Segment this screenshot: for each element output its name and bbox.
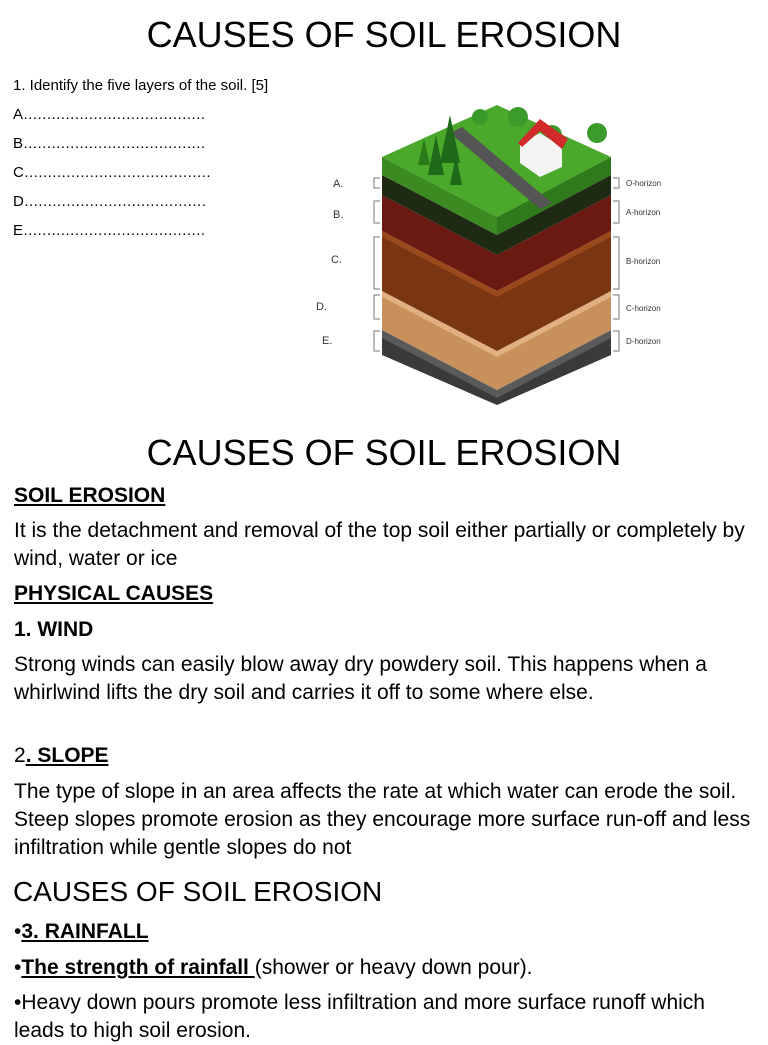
slide3-title: CAUSES OF SOIL EROSION [13,876,383,907]
label-b: B. [333,209,344,221]
question: 1. Identify the five layers of the soil. [5] [13,77,269,94]
strength-label: The strength of rainfall [21,956,255,979]
definition-text: It is the detachment and removal of the top soil either partially or completely by wind, water or ice [14,519,745,570]
slide1-title: CAUSES OF SOIL EROSION [146,14,622,55]
blank-e: E....................................... [13,222,206,239]
label-c: C. [331,254,342,266]
soil-erosion-heading: SOIL EROSION [14,484,166,507]
horizon-b: B-horizon [626,257,661,266]
label-a: A. [333,178,344,190]
horizon-d: D-horizon [626,337,661,346]
label-d: D. [316,301,327,313]
slope-text: The type of slope in an area affects the rate at which water can erode the soil. Steep slopes promote erosion as they encourage more surface run-off and less infiltration while gentle slopes do not [14,780,751,859]
horizon-c: C-horizon [626,304,661,313]
slope-number: 2 [14,744,26,767]
horizon-a: A-horizon [626,208,661,217]
wind-heading: 1. WIND [14,618,94,641]
strength-detail: (shower or heavy down pour). [254,956,533,979]
rainfall-heading: 3. RAINFALL [21,920,149,943]
slope-heading: . SLOPE [25,744,109,767]
label-e: E. [322,335,333,347]
slope-heading-row [14,742,759,770]
bullet: • [14,991,22,1014]
blank-c: C........................................ [13,164,212,181]
rainfall-row [14,918,759,946]
blank-d: D....................................... [13,193,207,210]
heavy-row [14,989,759,1045]
blank-a: A....................................... [13,106,206,123]
physical-causes-heading: PHYSICAL CAUSES [14,582,214,605]
bullet: • [14,920,22,943]
slide2-title: CAUSES OF SOIL EROSION [146,432,622,473]
wind-text: Strong winds can easily blow away dry powdery soil. This happens when a whirlwind lifts the dry soil and carries it off to some where else. [14,653,707,704]
horizon-o: O-horizon [626,179,662,188]
blank-b: B....................................... [13,135,206,152]
strength-row [14,954,759,982]
heavy-text: Heavy down pours promote less infiltration and more surface runoff which leads to high soil erosion. [14,991,705,1042]
bullet: • [14,956,22,979]
soil-profile-diagram [300,105,690,405]
